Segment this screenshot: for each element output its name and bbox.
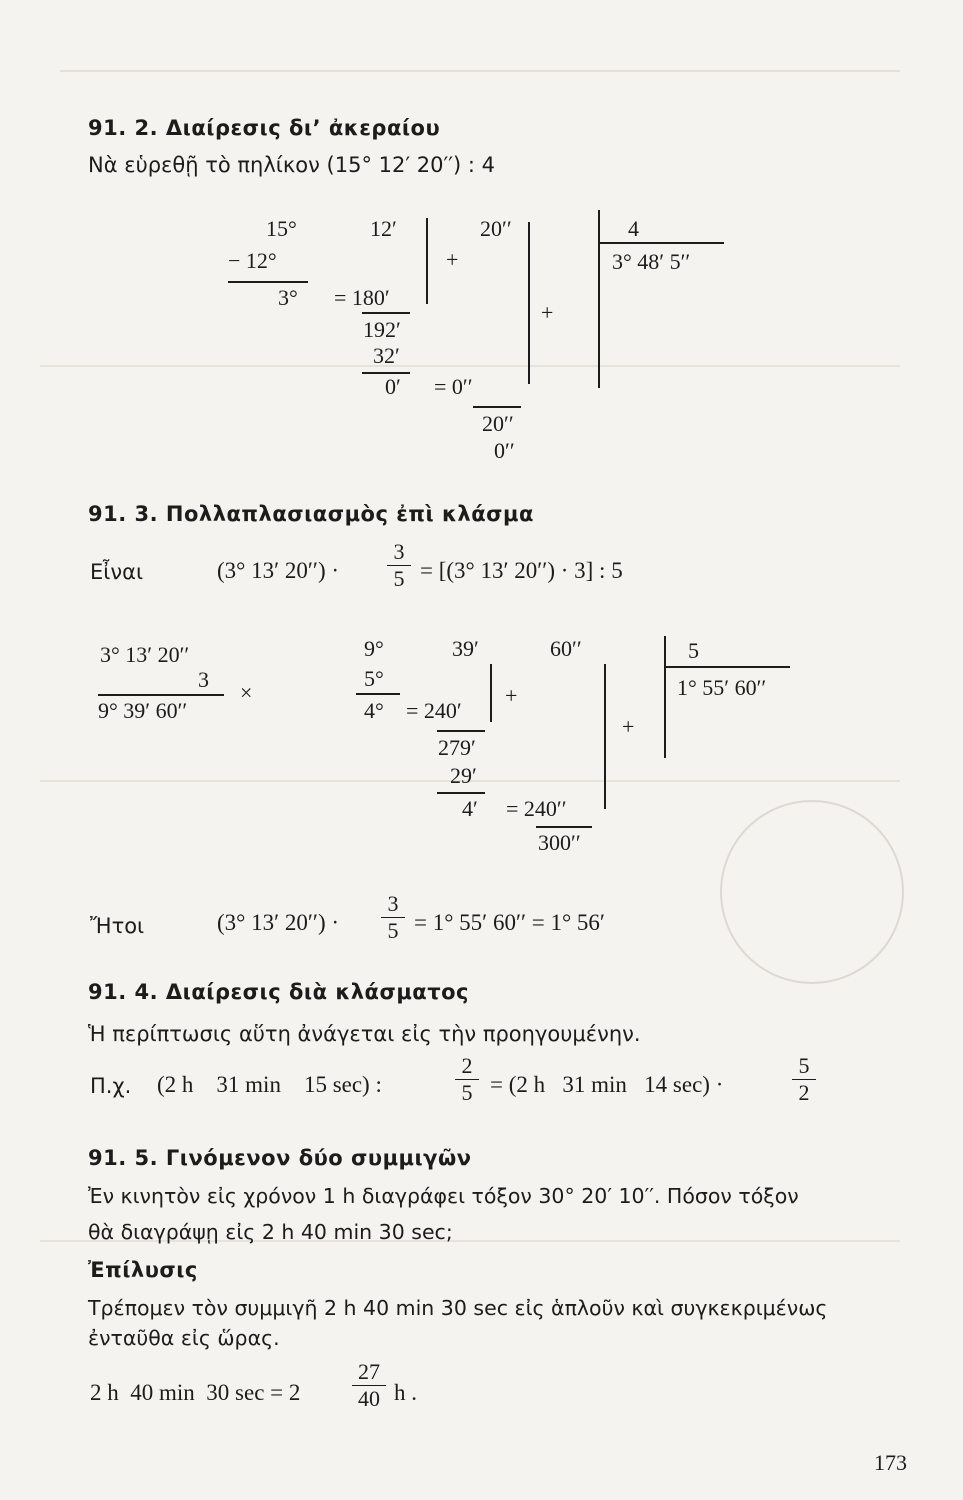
rule	[536, 826, 592, 828]
sum-279: 279′	[438, 735, 476, 760]
numerator: 5	[798, 1053, 810, 1078]
fraction-3-5	[387, 540, 411, 591]
sec-20-sum: 20′′	[482, 411, 514, 436]
eq-240: = 240′	[406, 698, 462, 723]
final-right: h .	[394, 1380, 417, 1405]
numerator: 3	[387, 891, 399, 916]
rule	[228, 281, 308, 283]
denominator: 5	[387, 918, 399, 943]
plus-2: +	[541, 300, 554, 325]
sub-12: − 12°	[228, 248, 277, 273]
divider-horizontal	[598, 242, 724, 244]
problem-line-1: Ἐν κινητὸν εἰς χρόνον 1 h διαγράφει τόξον 30° 20′ 10′′. Πόσον τόξον	[88, 1184, 799, 1208]
solution-line-1: Τρέπομεν τὸν συμμιγῆ 2 h 40 min 30 sec εἰς ἁπλοῦν καὶ συγκεκριμένως	[88, 1296, 828, 1320]
deg-15: 15°	[266, 216, 297, 241]
example-left: (2 h 31 min 15 sec) :	[157, 1072, 382, 1097]
rem-3: 3°	[278, 285, 298, 310]
min-12: 12′	[370, 216, 397, 241]
rule	[437, 792, 485, 794]
sub-5: 5°	[364, 666, 384, 691]
rule	[473, 406, 521, 408]
rule	[356, 693, 400, 695]
divisor-5: 5	[688, 638, 699, 663]
total-300: 300′′	[538, 830, 581, 855]
section-title-91-4: 91. 4. Διαίρεσις διὰ κλάσματος	[88, 980, 469, 1004]
eq2-left: (3° 13′ 20′′) ·	[217, 910, 340, 935]
eq1-right: = [(3° 13′ 20′′) · 3] : 5	[420, 558, 623, 583]
zero-sec: 0′′	[494, 438, 515, 463]
rem-4min: 4′	[462, 796, 478, 821]
eq1-left: (3° 13′ 20′′) ·	[217, 558, 340, 583]
numerator: 27	[358, 1359, 380, 1384]
rule	[98, 694, 224, 696]
einai-label: Εἶναι	[90, 560, 144, 584]
eq-180: = 180′	[334, 285, 390, 310]
fraction-27-40	[352, 1360, 386, 1411]
sum-192: 192′	[363, 317, 401, 342]
library-stamp	[720, 800, 904, 984]
brace-line	[426, 218, 428, 304]
deg-9: 9°	[364, 636, 384, 661]
section-91-4-text: Ἡ περίπτωσις αὕτη ἀνάγεται εἰς τὴν προηγουμένην.	[88, 1022, 641, 1046]
plus-1: +	[446, 247, 459, 272]
divisor-4: 4	[628, 216, 639, 241]
eq2-right: = 1° 55′ 60′′ = 1° 56′	[414, 910, 605, 935]
fraction-5-2	[792, 1054, 816, 1105]
example-label: Π.χ.	[90, 1074, 132, 1098]
mult-times: 3	[198, 667, 209, 692]
itoi-label: Ἤτοι	[90, 914, 145, 938]
fraction-3-5-b	[381, 892, 405, 943]
solution-label: Ἐπίλυσις	[88, 1258, 198, 1282]
times-sign: ×	[240, 680, 253, 705]
brace-line	[528, 222, 530, 384]
eq-0sec: = 0′′	[434, 374, 473, 399]
section-title-91-2: 91. 2. Διαίρεσις δι’ ἀκεραίου	[88, 116, 441, 140]
rule	[362, 312, 410, 314]
solution-line-2: ἐνταῦθα εἰς ὥρας.	[88, 1326, 280, 1350]
section-title-91-5: 91. 5. Γινόμενον δύο συμμιγῶν	[88, 1146, 472, 1170]
rule	[437, 730, 485, 732]
brace-line	[490, 664, 492, 722]
problem-line-2: θὰ διαγράψῃ εἰς 2 h 40 min 30 sec;	[88, 1220, 453, 1244]
example-mid: = (2 h 31 min 14 sec) ·	[490, 1072, 724, 1097]
quotient: 1° 55′ 60′′	[677, 675, 767, 700]
denominator: 5	[461, 1080, 473, 1105]
rem-4: 4°	[364, 698, 384, 723]
zero-min: 0′	[385, 374, 401, 399]
denominator: 2	[798, 1080, 810, 1105]
mult-top: 3° 13′ 20′′	[100, 642, 190, 667]
sub-32: 32′	[373, 343, 400, 368]
brace-line	[604, 664, 606, 809]
denominator: 5	[393, 566, 405, 591]
final-left: 2 h 40 min 30 sec = 2	[90, 1380, 301, 1405]
sec-20: 20′′	[480, 216, 512, 241]
denominator: 40	[358, 1386, 380, 1411]
quotient: 3° 48′ 5′′	[612, 249, 691, 274]
divider-vertical	[598, 210, 600, 388]
divider-vertical	[664, 636, 666, 758]
numerator: 2	[461, 1053, 473, 1078]
sub-29: 29′	[450, 763, 477, 788]
min-39: 39′	[452, 636, 479, 661]
plus-1: +	[505, 683, 518, 708]
fraction-2-5	[455, 1054, 479, 1105]
divider-horizontal	[664, 666, 790, 668]
page-number: 173	[874, 1450, 907, 1475]
mult-result: 9° 39′ 60′′	[98, 698, 188, 723]
numerator: 3	[393, 539, 405, 564]
problem-statement: Νὰ εὑρεθῇ τὸ πηλίκον (15° 12′ 20′′) : 4	[88, 153, 496, 177]
eq-240s: = 240′′	[506, 796, 567, 821]
sec-60: 60′′	[550, 636, 582, 661]
section-title-91-3: 91. 3. Πολλαπλασιασμὸς ἐπὶ κλάσμα	[88, 502, 534, 526]
plus-2: +	[622, 714, 635, 739]
